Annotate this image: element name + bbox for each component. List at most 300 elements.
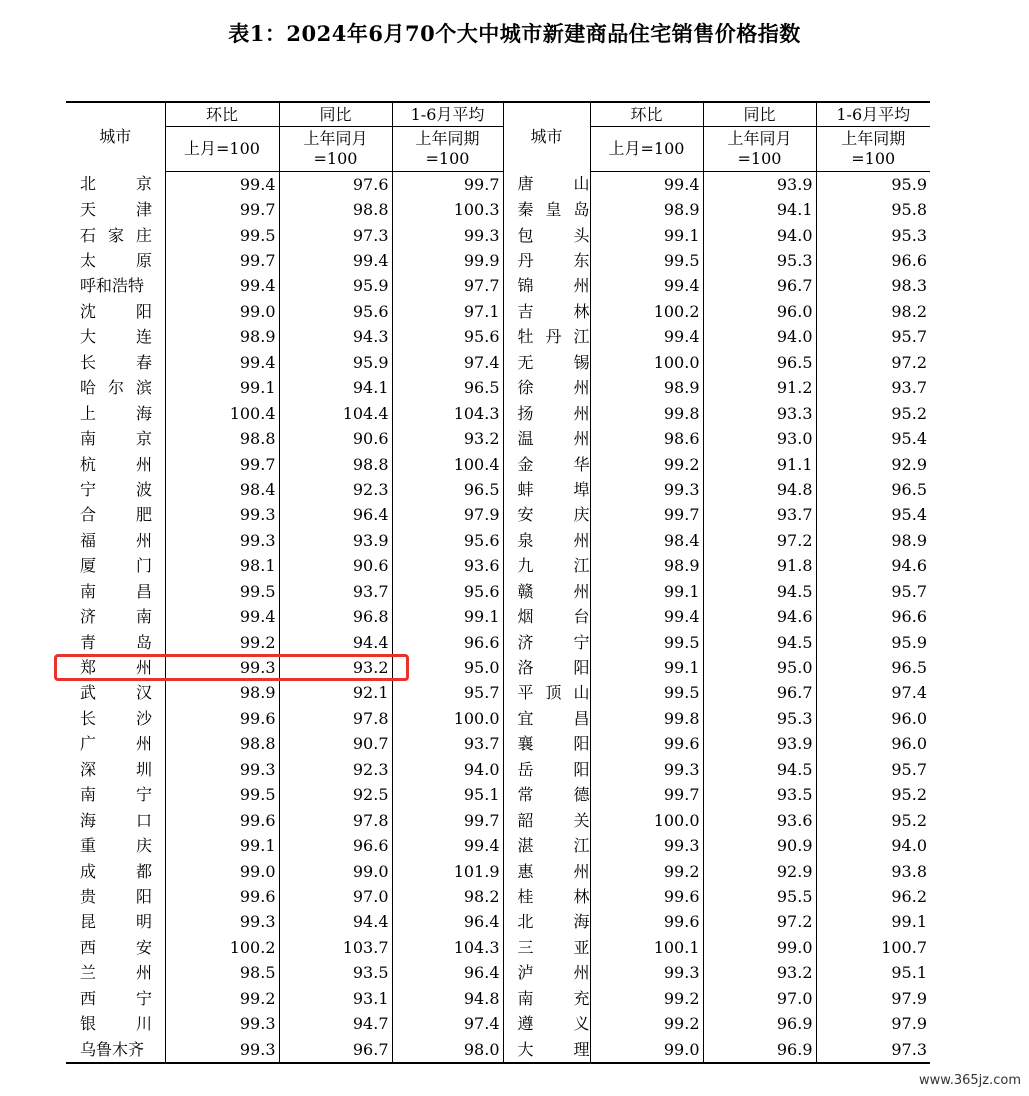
city-cell	[66, 604, 165, 629]
city-name: 深 圳	[80, 759, 152, 779]
ytd-value: 96.6	[392, 630, 503, 655]
table-row	[66, 681, 930, 706]
yoy-value: 93.9	[279, 528, 392, 553]
ytd-value: 99.7	[392, 172, 503, 198]
ytd-value: 96.0	[816, 732, 930, 757]
mom-value: 99.1	[590, 579, 703, 604]
mom-value: 99.3	[590, 477, 703, 502]
yoy-value: 96.7	[703, 681, 816, 706]
ytd-value: 95.3	[816, 223, 930, 248]
ytd-value: 97.4	[392, 1011, 503, 1036]
mom-value: 99.4	[165, 172, 279, 198]
highlight-box	[54, 654, 409, 681]
city-name: 宜 昌	[517, 708, 590, 728]
city-name: 宁 波	[80, 479, 152, 499]
yoy-value: 96.7	[703, 274, 816, 299]
city-name: 上 海	[80, 403, 152, 423]
ytd-value: 97.3	[816, 1037, 930, 1063]
table-row	[66, 350, 930, 375]
mom-value: 99.5	[590, 248, 703, 273]
ytd-value: 96.2	[816, 884, 930, 909]
ytd-value: 96.5	[392, 376, 503, 401]
city-cell	[66, 732, 165, 757]
city-cell	[503, 961, 590, 986]
city-name: 韶 关	[517, 810, 590, 830]
city-cell	[66, 197, 165, 222]
yoy-value: 99.0	[703, 935, 816, 960]
city-name: 大 理	[517, 1039, 590, 1059]
ytd-value: 97.9	[392, 503, 503, 528]
yoy-value: 90.6	[279, 426, 392, 451]
city-cell	[66, 223, 165, 248]
yoy-value: 93.3	[703, 401, 816, 426]
yoy-value: 93.9	[703, 732, 816, 757]
yoy-value: 94.3	[279, 325, 392, 350]
city-cell	[66, 757, 165, 782]
city-cell	[66, 681, 165, 706]
mom-value: 99.4	[590, 172, 703, 198]
yoy-value: 93.5	[279, 961, 392, 986]
header-ytd-base-left: 上年同期 =100	[392, 127, 503, 172]
yoy-value: 99.0	[279, 859, 392, 884]
table-row	[66, 452, 930, 477]
table-row	[66, 884, 930, 909]
header-mom-left: 环比	[165, 102, 279, 127]
city-name: 扬 州	[517, 403, 590, 423]
table-row	[66, 172, 930, 198]
yoy-value: 92.9	[703, 859, 816, 884]
header-yoy-base-right: 上年同月 =100	[703, 127, 816, 172]
city-name: 泸 州	[517, 963, 590, 983]
yoy-value: 93.5	[703, 783, 816, 808]
city-name: 呼和浩特	[80, 276, 145, 296]
city-cell	[66, 274, 165, 299]
city-cell	[503, 274, 590, 299]
city-name: 烟 台	[517, 607, 590, 627]
table-row	[66, 808, 930, 833]
city-cell	[66, 986, 165, 1011]
table-row	[66, 197, 930, 222]
table-row	[66, 986, 930, 1011]
yoy-value: 94.0	[703, 325, 816, 350]
city-name: 金 华	[517, 454, 590, 474]
mom-value: 100.0	[590, 808, 703, 833]
city-cell	[503, 477, 590, 502]
table-row	[66, 910, 930, 935]
yoy-value: 94.5	[703, 630, 816, 655]
ytd-value: 94.8	[392, 986, 503, 1011]
yoy-value: 94.8	[703, 477, 816, 502]
city-name: 厦 门	[80, 556, 152, 576]
yoy-value: 96.4	[279, 503, 392, 528]
ytd-value: 99.1	[816, 910, 930, 935]
yoy-value: 92.1	[279, 681, 392, 706]
mom-value: 99.3	[165, 1037, 279, 1063]
ytd-value: 95.4	[816, 426, 930, 451]
mom-value: 98.5	[165, 961, 279, 986]
city-cell	[503, 554, 590, 579]
mom-value: 100.4	[165, 401, 279, 426]
city-cell	[66, 452, 165, 477]
city-name: 平 顶 山	[517, 683, 590, 703]
city-name: 天 津	[80, 200, 152, 220]
ytd-value: 95.2	[816, 783, 930, 808]
city-name: 乌鲁木齐	[80, 1039, 145, 1059]
mom-value: 98.9	[165, 681, 279, 706]
city-name: 三 亚	[517, 937, 590, 957]
yoy-value: 97.0	[703, 986, 816, 1011]
mom-value: 99.2	[165, 986, 279, 1011]
city-name: 丹 东	[517, 251, 590, 271]
mom-value: 99.3	[590, 757, 703, 782]
table-row	[66, 783, 930, 808]
ytd-value: 99.1	[392, 604, 503, 629]
city-cell	[66, 426, 165, 451]
mom-value: 100.1	[590, 935, 703, 960]
ytd-value: 95.9	[816, 630, 930, 655]
yoy-value: 92.3	[279, 477, 392, 502]
header-city-left: 城市	[99, 127, 132, 147]
yoy-value: 96.5	[703, 350, 816, 375]
yoy-value: 93.2	[279, 655, 392, 680]
header-yoy-right: 同比	[703, 102, 816, 127]
city-cell	[66, 376, 165, 401]
city-cell	[503, 1037, 590, 1063]
city-name: 大 连	[80, 327, 152, 347]
header-yoy-base-left: 上年同月 =100	[279, 127, 392, 172]
ytd-value: 98.0	[392, 1037, 503, 1063]
yoy-value: 95.3	[703, 706, 816, 731]
city-cell	[503, 376, 590, 401]
yoy-value: 92.3	[279, 757, 392, 782]
mom-value: 99.1	[590, 655, 703, 680]
ytd-value: 95.4	[816, 503, 930, 528]
yoy-value: 95.9	[279, 350, 392, 375]
city-cell	[66, 401, 165, 426]
ytd-value: 98.2	[816, 299, 930, 324]
city-cell	[66, 961, 165, 986]
yoy-value: 95.6	[279, 299, 392, 324]
mom-value: 99.6	[165, 808, 279, 833]
table-row	[66, 935, 930, 960]
ytd-value: 93.8	[816, 859, 930, 884]
city-cell	[66, 325, 165, 350]
city-cell	[503, 1011, 590, 1036]
mom-value: 99.1	[165, 376, 279, 401]
ytd-value: 104.3	[392, 401, 503, 426]
header-ytd-left: 1-6月平均	[392, 102, 503, 127]
ytd-value: 97.4	[816, 681, 930, 706]
city-name: 西 安	[80, 937, 152, 957]
ytd-value: 100.4	[392, 452, 503, 477]
yoy-value: 96.7	[279, 1037, 392, 1063]
table-row	[66, 503, 930, 528]
city-name: 九 江	[517, 556, 590, 576]
table-row	[66, 706, 930, 731]
mom-value: 98.1	[165, 554, 279, 579]
city-name: 哈 尔 滨	[80, 378, 152, 398]
table-row	[66, 732, 930, 757]
yoy-value: 97.8	[279, 808, 392, 833]
header-ytd-right: 1-6月平均	[816, 102, 930, 127]
mom-value: 98.6	[590, 426, 703, 451]
header-mom-base-left: 上月=100	[165, 127, 279, 172]
ytd-value: 96.5	[392, 477, 503, 502]
city-cell	[503, 299, 590, 324]
yoy-value: 96.9	[703, 1037, 816, 1063]
table-body	[66, 172, 930, 1064]
ytd-value: 96.4	[392, 910, 503, 935]
city-cell	[503, 426, 590, 451]
yoy-value: 95.0	[703, 655, 816, 680]
yoy-value: 94.5	[703, 757, 816, 782]
mom-value: 98.9	[590, 197, 703, 222]
ytd-value: 95.2	[816, 401, 930, 426]
mom-value: 99.3	[165, 528, 279, 553]
header-yoy-left: 同比	[279, 102, 392, 127]
ytd-value: 93.7	[392, 732, 503, 757]
ytd-value: 94.6	[816, 554, 930, 579]
city-name: 泉 州	[517, 530, 590, 550]
city-name: 安 庆	[517, 505, 590, 525]
ytd-value: 95.0	[392, 655, 503, 680]
mom-value: 99.4	[165, 350, 279, 375]
city-name: 海 口	[80, 810, 152, 830]
city-name: 济 南	[80, 607, 152, 627]
city-cell	[503, 172, 590, 198]
ytd-value: 97.1	[392, 299, 503, 324]
mom-value: 99.0	[165, 299, 279, 324]
city-cell	[503, 783, 590, 808]
table-row	[66, 757, 930, 782]
yoy-value: 90.7	[279, 732, 392, 757]
yoy-value: 97.6	[279, 172, 392, 198]
ytd-value: 95.6	[392, 325, 503, 350]
city-name: 广 州	[80, 734, 152, 754]
mom-value: 99.1	[590, 223, 703, 248]
mom-value: 98.8	[165, 732, 279, 757]
mom-value: 98.4	[590, 528, 703, 553]
city-name: 银 川	[80, 1014, 152, 1034]
yoy-value: 97.2	[703, 528, 816, 553]
mom-value: 99.4	[590, 274, 703, 299]
mom-value: 99.3	[590, 961, 703, 986]
yoy-value: 97.2	[703, 910, 816, 935]
yoy-value: 97.8	[279, 706, 392, 731]
city-cell	[503, 197, 590, 222]
mom-value: 99.7	[590, 783, 703, 808]
table-row	[66, 630, 930, 655]
city-name: 南 昌	[80, 581, 152, 601]
city-cell	[503, 401, 590, 426]
header-city-right: 城市	[503, 102, 590, 172]
city-name: 唐 山	[517, 174, 590, 194]
ytd-value: 95.1	[816, 961, 930, 986]
city-name: 吉 林	[517, 301, 590, 321]
city-cell	[66, 554, 165, 579]
city-name: 成 都	[80, 861, 152, 881]
mom-value: 99.4	[590, 604, 703, 629]
yoy-value: 93.7	[703, 503, 816, 528]
mom-value: 100.0	[590, 350, 703, 375]
yoy-value: 93.2	[703, 961, 816, 986]
ytd-value: 97.4	[392, 350, 503, 375]
page-title: 表1：2024年6月70个大中城市新建商品住宅销售价格指数	[228, 21, 801, 46]
ytd-value: 100.7	[816, 935, 930, 960]
ytd-value: 100.3	[392, 197, 503, 222]
table-row	[66, 961, 930, 986]
mom-value: 99.0	[590, 1037, 703, 1063]
mom-value: 100.2	[590, 299, 703, 324]
mom-value: 98.9	[590, 376, 703, 401]
city-cell	[66, 528, 165, 553]
table-row	[66, 528, 930, 553]
city-cell	[66, 1037, 165, 1063]
mom-value: 99.7	[165, 248, 279, 273]
table-row	[66, 604, 930, 629]
city-cell	[503, 452, 590, 477]
ytd-value: 99.3	[392, 223, 503, 248]
city-name: 北 京	[80, 174, 152, 194]
yoy-value: 97.3	[279, 223, 392, 248]
mom-value: 99.7	[165, 452, 279, 477]
ytd-value: 93.6	[392, 554, 503, 579]
yoy-value: 91.2	[703, 376, 816, 401]
ytd-value: 95.7	[816, 325, 930, 350]
ytd-value: 96.5	[816, 477, 930, 502]
mom-value: 99.5	[590, 681, 703, 706]
ytd-value: 95.6	[392, 528, 503, 553]
ytd-value: 96.5	[816, 655, 930, 680]
table-row	[66, 274, 930, 299]
ytd-value: 95.7	[816, 757, 930, 782]
yoy-value: 95.3	[703, 248, 816, 273]
city-cell	[66, 350, 165, 375]
city-cell	[66, 935, 165, 960]
city-name: 青 岛	[80, 632, 152, 652]
mom-value: 99.5	[165, 579, 279, 604]
ytd-value: 99.9	[392, 248, 503, 273]
mom-value: 99.2	[590, 452, 703, 477]
city-name: 遵 义	[517, 1014, 590, 1034]
ytd-value: 95.2	[816, 808, 930, 833]
city-name: 洛 阳	[517, 658, 590, 678]
city-name: 昆 明	[80, 912, 152, 932]
mom-value: 99.7	[165, 197, 279, 222]
yoy-value: 94.4	[279, 910, 392, 935]
city-name: 长 春	[80, 352, 152, 372]
city-cell	[503, 859, 590, 884]
mom-value: 99.3	[165, 910, 279, 935]
mom-value: 100.2	[165, 935, 279, 960]
mom-value: 99.4	[590, 325, 703, 350]
yoy-value: 93.9	[703, 172, 816, 198]
ytd-value: 94.0	[392, 757, 503, 782]
yoy-value: 98.8	[279, 197, 392, 222]
city-name: 济 宁	[517, 632, 590, 652]
mom-value: 99.6	[590, 884, 703, 909]
city-name: 兰 州	[80, 963, 152, 983]
yoy-value: 94.0	[703, 223, 816, 248]
city-cell	[66, 833, 165, 858]
city-name: 福 州	[80, 530, 152, 550]
table-row	[66, 1011, 930, 1036]
table-row	[66, 223, 930, 248]
yoy-value: 96.8	[279, 604, 392, 629]
city-cell	[503, 681, 590, 706]
city-cell	[503, 528, 590, 553]
city-cell	[66, 884, 165, 909]
ytd-value: 104.3	[392, 935, 503, 960]
ytd-value: 98.3	[816, 274, 930, 299]
ytd-value: 95.1	[392, 783, 503, 808]
yoy-value: 91.1	[703, 452, 816, 477]
mom-value: 99.2	[590, 986, 703, 1011]
mom-value: 99.6	[590, 910, 703, 935]
yoy-value: 96.9	[703, 1011, 816, 1036]
table-row	[66, 376, 930, 401]
city-name: 南 京	[80, 429, 152, 449]
ytd-value: 93.2	[392, 426, 503, 451]
city-cell	[66, 477, 165, 502]
mom-value: 98.8	[165, 426, 279, 451]
mom-value: 99.6	[165, 884, 279, 909]
yoy-value: 94.7	[279, 1011, 392, 1036]
yoy-value: 93.7	[279, 579, 392, 604]
mom-value: 99.2	[590, 859, 703, 884]
city-cell	[503, 808, 590, 833]
mom-value: 99.5	[165, 223, 279, 248]
mom-value: 99.1	[165, 833, 279, 858]
yoy-value: 96.6	[279, 833, 392, 858]
city-cell	[503, 604, 590, 629]
header-mom-base-right: 上月=100	[590, 127, 703, 172]
city-cell	[66, 808, 165, 833]
mom-value: 99.0	[165, 859, 279, 884]
mom-value: 99.8	[590, 401, 703, 426]
city-name: 沈 阳	[80, 301, 152, 321]
ytd-value: 98.9	[816, 528, 930, 553]
city-cell	[503, 630, 590, 655]
yoy-value: 98.8	[279, 452, 392, 477]
city-cell	[66, 299, 165, 324]
ytd-value: 97.9	[816, 1011, 930, 1036]
city-name: 南 宁	[80, 785, 152, 805]
city-cell	[503, 503, 590, 528]
mom-value: 99.4	[165, 604, 279, 629]
yoy-value: 94.1	[279, 376, 392, 401]
yoy-value: 95.9	[279, 274, 392, 299]
city-name: 北 海	[517, 912, 590, 932]
header-mom-right: 环比	[590, 102, 703, 127]
table-row	[66, 579, 930, 604]
ytd-value: 100.0	[392, 706, 503, 731]
ytd-value: 95.9	[816, 172, 930, 198]
mom-value: 99.8	[590, 706, 703, 731]
city-cell	[66, 579, 165, 604]
mom-value: 99.2	[590, 1011, 703, 1036]
table-row	[66, 833, 930, 858]
city-name: 武 汉	[80, 683, 152, 703]
table-row	[66, 477, 930, 502]
city-name: 重 庆	[80, 836, 152, 856]
city-cell	[66, 1011, 165, 1036]
city-name: 蚌 埠	[517, 479, 590, 499]
mom-value: 99.7	[590, 503, 703, 528]
yoy-value: 99.4	[279, 248, 392, 273]
mom-value: 99.5	[590, 630, 703, 655]
city-name: 西 宁	[80, 988, 152, 1008]
